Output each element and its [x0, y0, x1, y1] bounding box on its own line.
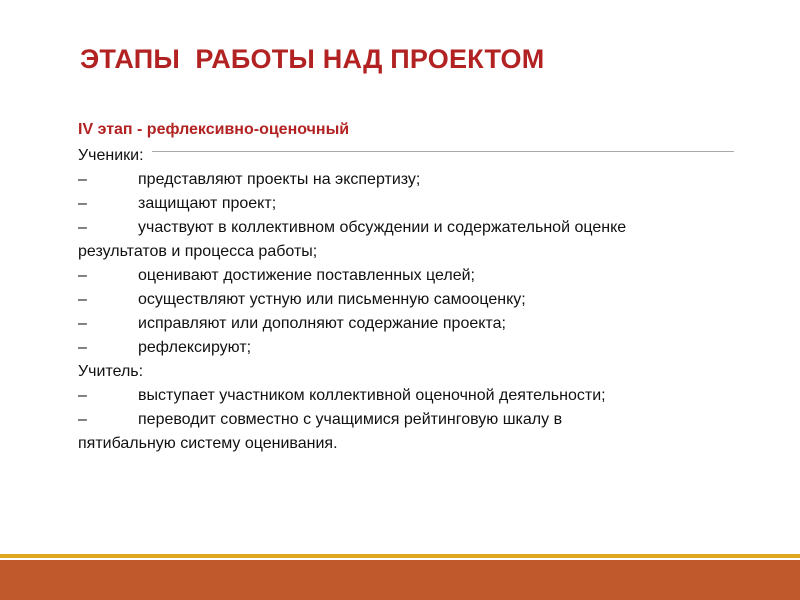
list-item: [78, 264, 718, 288]
slide-content: [78, 144, 718, 456]
dash-bullet: –: [78, 171, 87, 188]
footer-bar: [0, 560, 800, 600]
stage-heading: IV этап - рефлексивно-оценочный: [78, 121, 350, 138]
list-item: [78, 336, 718, 360]
footer-accent-line: [0, 554, 800, 558]
list-item-continuation: пятибальную систему оценивания.: [78, 435, 338, 452]
dash-bullet: –: [78, 195, 87, 212]
dash-bullet: –: [78, 219, 87, 236]
dash-bullet: –: [78, 411, 87, 428]
list-item-text: осуществляют устную или письменную самооценку;: [138, 291, 526, 308]
list-item-text: представляют проекты на экспертизу;: [138, 171, 421, 188]
list-item: [78, 384, 718, 408]
list-item-text: защищают проект;: [138, 195, 277, 212]
dash-bullet: –: [78, 267, 87, 284]
list-item: [78, 312, 718, 336]
list-item: [78, 408, 718, 432]
list-item-text: переводит совместно с учащимися рейтинговую шкалу в: [138, 411, 563, 428]
list-item: [78, 192, 718, 216]
list-item: [78, 216, 718, 240]
students-label: Ученики:: [78, 147, 144, 164]
list-item-text: оценивают достижение поставленных целей;: [138, 267, 475, 284]
list-item-continuation: результатов и процесса работы;: [78, 243, 318, 260]
list-item: [78, 168, 718, 192]
slide-title: ЭТАПЫ РАБОТЫ НАД ПРОЕКТОМ: [80, 44, 545, 74]
dash-bullet: –: [78, 291, 87, 308]
dash-bullet: –: [78, 339, 87, 356]
dash-bullet: –: [78, 387, 87, 404]
list-item-text: участвуют в коллективном обсуждении и содержательной оценке: [138, 219, 627, 236]
list-item-text: рефлексируют;: [138, 339, 252, 356]
list-item-text: исправляют или дополняют содержание проекта;: [138, 315, 506, 332]
teacher-label: Учитель:: [78, 363, 144, 380]
list-item: [78, 288, 718, 312]
dash-bullet: –: [78, 315, 87, 332]
list-item-text: выступает участником коллективной оценочной деятельности;: [138, 387, 606, 404]
